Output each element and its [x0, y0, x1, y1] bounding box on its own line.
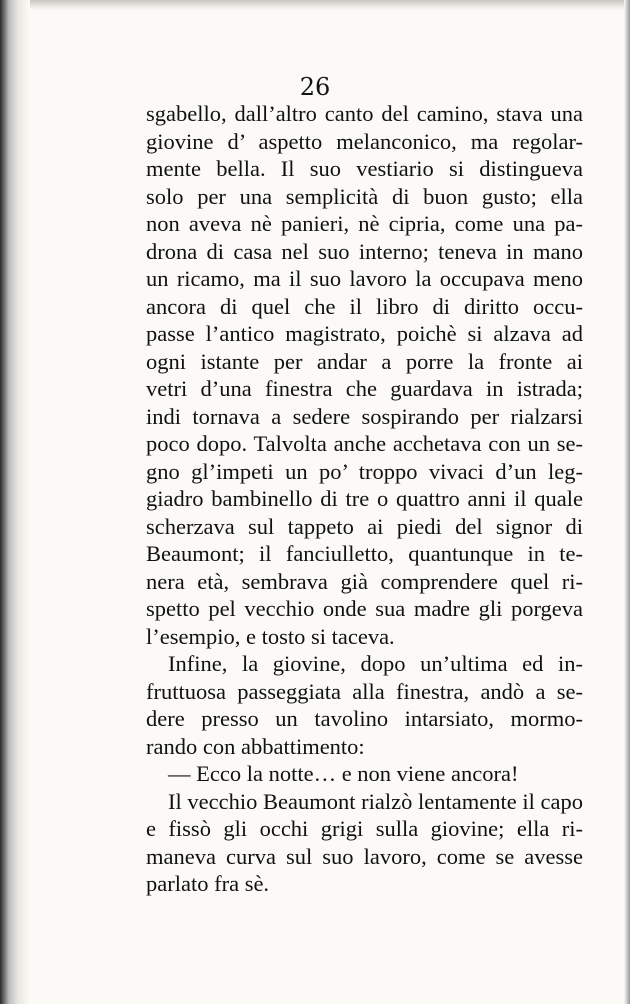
text-line: dere presso un tavolino intarsiato, mormo- — [146, 706, 583, 731]
page-top-edge — [0, 0, 630, 10]
text-line: Beaumont; il fanciulletto, quantunque in te- — [146, 541, 583, 566]
text-line: un ricamo, ma il suo lavoro la occupava meno — [146, 266, 583, 291]
text-line: Infine, la giovine, dopo un’ultima ed in- — [168, 651, 583, 676]
body-text — [146, 100, 583, 898]
text-line: parlato fra sè. — [146, 871, 270, 896]
text-line: rando con abbattimento: — [146, 733, 365, 759]
text-line: ancora di quel che il libro di diritto occu- — [146, 293, 583, 319]
text-line: Il vecchio Beaumont rialzò lentamente il capo — [168, 788, 583, 814]
text-line: non aveva nè panieri, nè cipria, come una pa- — [146, 211, 583, 236]
text-line: passe l’antico magistrato, poichè si alzava ad — [146, 321, 583, 346]
text-line: e fissò gli occhi grigi sulla giovine; ella ri- — [146, 816, 583, 841]
text-line: giadro bambinello di tre o quattro anni il quale — [146, 486, 583, 511]
text-line: maneva curva sul suo lavoro, come se avesse — [146, 843, 583, 869]
text-line: giovine d’ aspetto melanconico, ma regolar- — [146, 128, 583, 154]
text-line: vetri d’una finestra che guardava in istrada; — [146, 376, 583, 401]
text-line: fruttuosa passeggiata alla finestra, andò a se- — [146, 678, 583, 704]
text-line: mente bella. Il suo vestiario si distingueva — [146, 156, 583, 181]
text-line: spetto pel vecchio onde sua madre gli porgeva — [146, 596, 583, 621]
text-line: gno gl’impeti un po’ troppo vivaci d’un leg- — [146, 458, 583, 484]
page-right-edge — [624, 0, 630, 1004]
text-line: indi tornava a sedere sospirando per rialzarsi — [146, 403, 583, 429]
text-line: sgabello, dall’altro canto del camino, stava una — [146, 101, 583, 126]
text-line: nera età, sembrava già comprendere quel ri- — [146, 568, 583, 594]
text-line: — Ecco la notte… e non viene ancora! — [168, 761, 519, 786]
text-line: ogni istante per andar a porre la fronte ai — [146, 348, 583, 374]
page-number: 26 — [299, 73, 331, 101]
book-binding-shadow — [0, 0, 30, 1004]
text-line: drona di casa nel suo interno; teneva in mano — [146, 238, 583, 264]
text-line: solo per una semplicità di buon gusto; ella — [146, 183, 583, 209]
text-line: poco dopo. Talvolta anche acchetava con un se- — [146, 431, 583, 456]
text-line: scherzava sul tappeto ai piedi del signor di — [146, 513, 583, 539]
text-line: l’esempio, e tosto si taceva. — [146, 623, 395, 649]
